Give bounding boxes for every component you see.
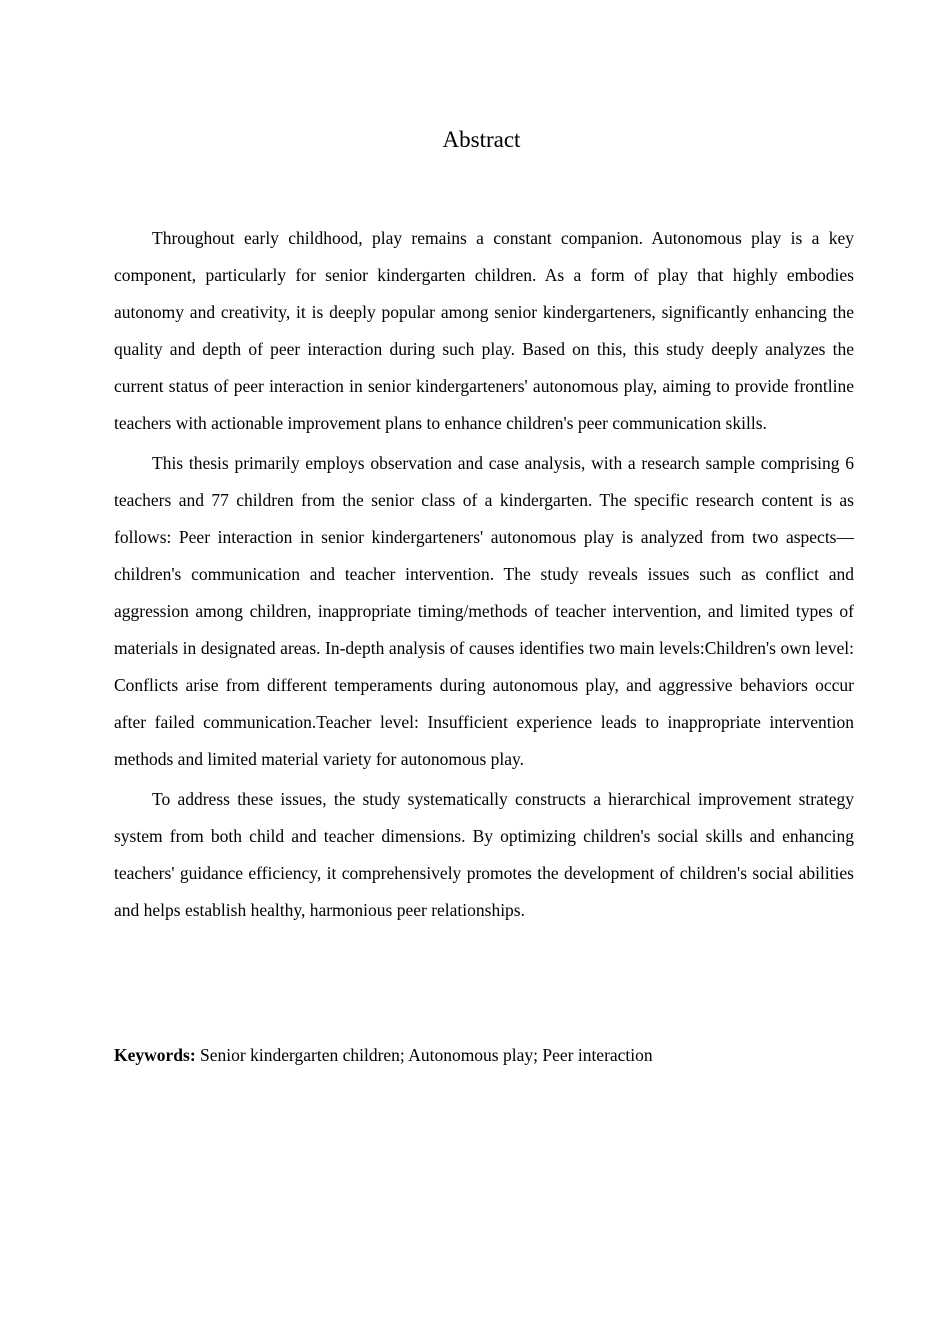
abstract-paragraph-1: Throughout early childhood, play remains a constant companion. Autonomous play is a key component, particularly for senior kindergarten children. As a form of play that highly embodies autonomy and creativity, it is deeply popular among senior kindergarteners, significantly enhancing the quality and depth of peer interaction during such play. Based on this, this study deeply analyzes the current status of peer interaction in senior kindergarteners' autonomous play, aiming to provide frontline teachers with actionable improvement plans to enhance children's peer communication skills. <box>114 228 854 433</box>
abstract-paragraph-2: This thesis primarily employs observation and case analysis, with a research sample comprising 6 teachers and 77 children from the senior class of a kindergarten. The specific research content is as follows: Peer interaction in senior kindergarteners' autonomous play is analyzed from two aspects—children's communication and teacher intervention. The study reveals issues such as conflict and aggression among children, inappropriate timing/methods of teacher intervention, and limited types of materials in designated areas. In-depth analysis of causes identifies two main levels:Children's own level: Conflicts arise from different temperaments during autonomous play, and aggressive behaviors occur after failed communication.Teacher level: Insufficient experience leads to inappropriate intervention methods and limited material variety for autonomous play. <box>114 453 854 769</box>
abstract-title: Abstract <box>442 127 521 152</box>
keywords-text: Senior kindergarten children; Autonomous play; Peer interaction <box>200 1045 653 1065</box>
abstract-paragraph-3: To address these issues, the study systematically constructs a hierarchical improvement strategy system from both child and teacher dimensions. By optimizing children's social skills and enhancing teachers' guidance efficiency, it comprehensively promotes the development of children's social abilities and helps establish healthy, harmonious peer relationships. <box>114 789 854 920</box>
keywords-label: Keywords: <box>114 1045 196 1065</box>
keywords-line <box>114 1037 854 1074</box>
abstract-body <box>114 220 854 932</box>
